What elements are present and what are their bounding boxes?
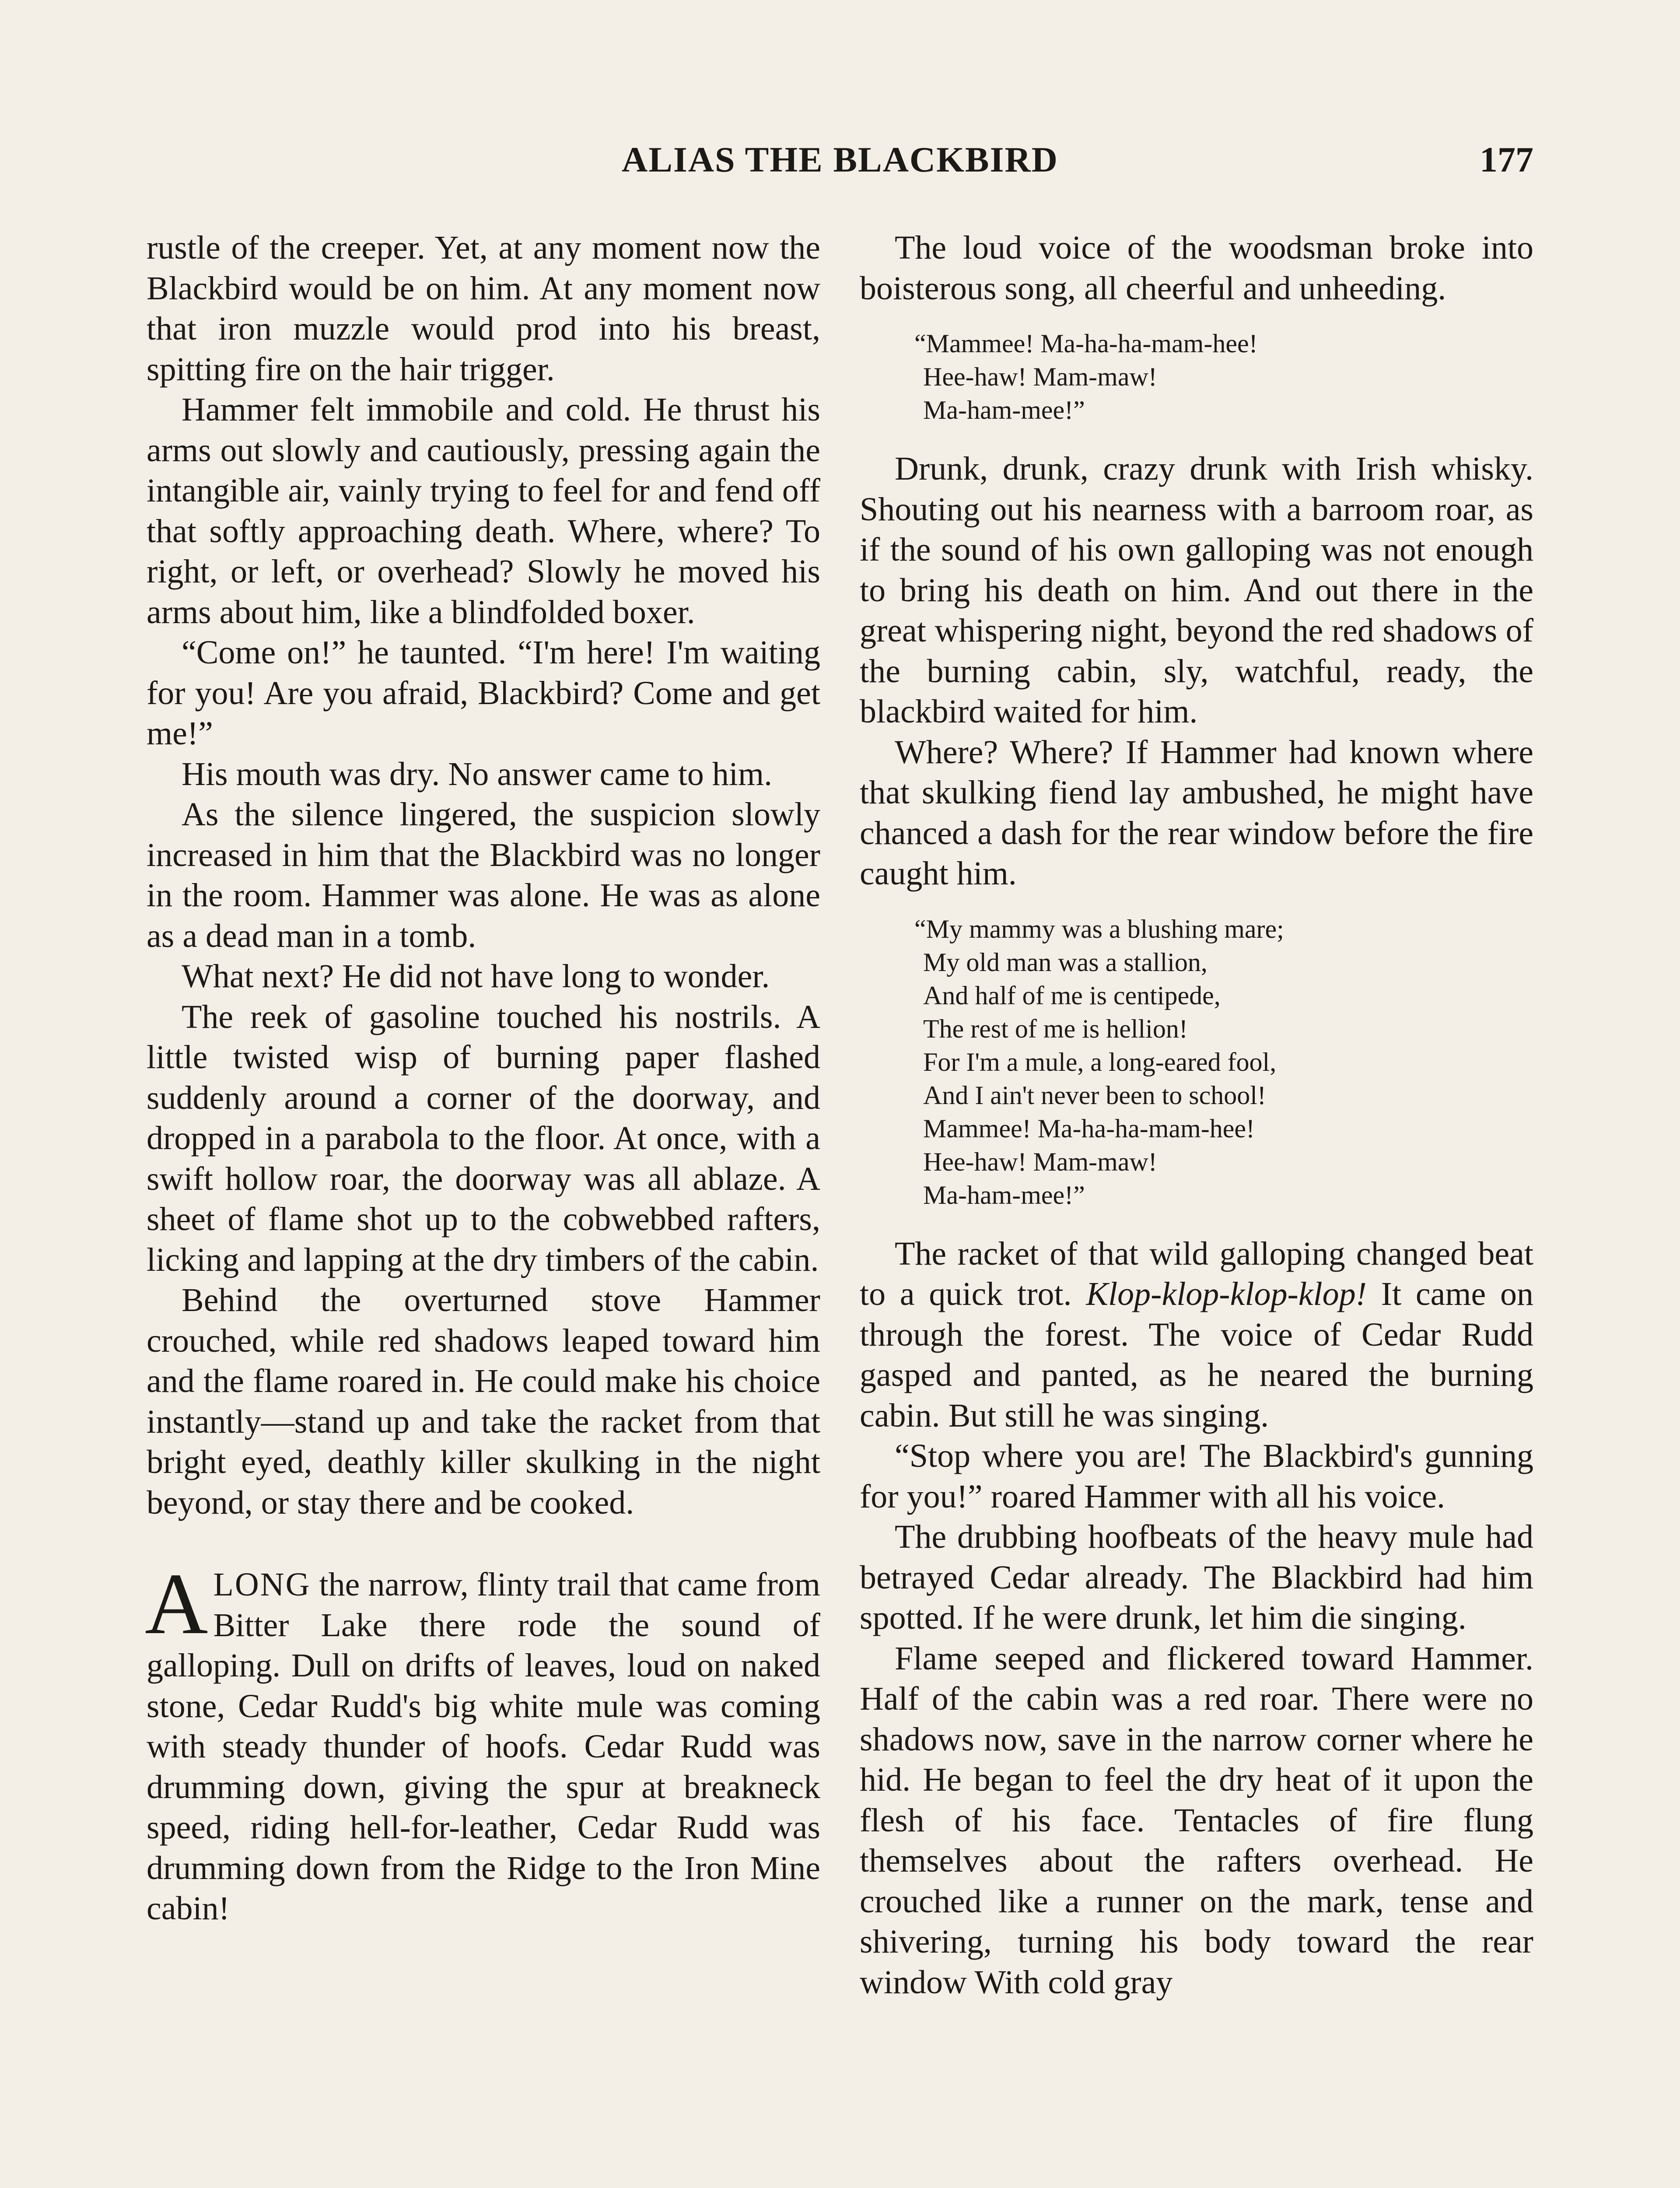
paragraph: Hammer felt immobile and cold. He thrust his arms out slowly and cautiously, pressing again the intangible air, vainly trying to feel for and fend off that softly approaching death. Where, where? To right, or left, or overhead? Slowly he moved his arms about him, like a blindfolded boxer. [147,391,820,631]
section-break [147,1523,820,1564]
verse-line: Ma-ham-mee!” [923,1180,1085,1210]
paragraph: The drubbing hoofbeats of the heavy mule had betrayed Cedar already. The Blackbird had him spotted. If he were drunk, let him die singing. [860,1518,1533,1636]
paragraph: Drunk, drunk, crazy drunk with Irish whisky. Shouting out his nearness with a barroom roar, as if the sound of his own galloping was not enough to bring his death on him. And out there in the great whispering night, beyond the red shadows of the burning cabin, sly, watchful, ready, the blackbird waited for him. [860,450,1533,730]
paragraph: The loud voice of the woodsman broke into boisterous song, all cheerful and unheeding. [860,229,1533,307]
song-verse-2 [860,912,1533,1212]
running-title: ALIAS THE BLACKBIRD [622,140,1058,179]
verse-line: And I ain't never been to school! [923,1080,1266,1110]
paragraph: “Come on!” he taunted. “I'm here! I'm waiting for you! Are you afraid, Blackbird? Come and get me!” [147,634,820,752]
lead-word: LONG [213,1566,311,1603]
paragraph: His mouth was dry. No answer came to him. [182,755,773,792]
page-number: 177 [1480,140,1533,179]
paragraph-text: The racket of that wild galloping changed beat to a quick trot. [860,1235,1533,1312]
paragraph-text: It came on through the forest. The voice of Cedar Rudd gasped and panted, as he neared the burning cabin. But still he was singing. [860,1276,1533,1434]
verse-line: The rest of me is hellion! [923,1014,1188,1043]
paragraph: Flame seeped and flickered toward Hammer. Half of the cabin was a red roar. There were no shadows now, save in the narrow corner where he hid. He began to feel the dry heat of it upon the flesh of his face. Tentacles of fire flung themselves about the rafters overhead. He crouched like a runner on the mark, tense and shivering, turning his body toward the rear window With cold gray [860,1640,1533,2001]
left-column [147,228,820,1929]
drop-cap: A [145,1556,208,1652]
paragraph [860,1234,1533,1436]
verse-line: My old man was a stallion, [923,947,1208,977]
paragraph: rustle of the creeper. Yet, at any moment now the Blackbird would be on him. At any moment now that iron muzzle would prod into his breast, spitting fire on the hair trigger. [147,229,820,388]
verse-line: Mammee! Ma-ha-ha-mam-hee! [923,1114,1255,1143]
verse-line: “Mammee! Ma-ha-ha-mam-hee! [914,329,1258,358]
paragraph: The reek of gasoline touched his nostrils. A little twisted wisp of burning paper flashed suddenly around a corner of the doorway, and dropped in a parabola to the floor. At once, with a swift hollow roar, the doorway was all ablaze. A sheet of flame shot up to the cobwebbed rafters, licking and lapping at the dry timbers of the cabin. [147,998,820,1278]
italic-sound-effect: Klop-klop-klop-klop! [1086,1276,1367,1312]
paragraph: Where? Where? If Hammer had known where that skulking fiend lay ambushed, he might have chanced a dash for the rear window before the fire caught him. [860,733,1533,892]
paragraph: What next? He did not have long to wonder. [182,958,770,995]
verse-line: Ma-ham-mee!” [923,396,1085,424]
verse-line: And half of me is centipede, [923,981,1221,1010]
right-column [860,228,1533,2002]
verse-line: Hee-haw! Mam-maw! [923,1147,1157,1176]
song-verse-1 [860,327,1533,427]
paragraph: Behind the overturned stove Hammer crouched, while red shadows leaped toward him and the flame roared in. He could make his choice instantly—stand up and take the racket from that bright eyed, deathly killer skulking in the night beyond, or stay there and be cooked. [147,1282,820,1521]
verse-line: “My mammy was a blushing mare; [914,914,1284,943]
paragraph-text: the narrow, flinty trail that came from Bitter Lake there rode the sound of galloping. Dull on drifts of leaves, loud on naked stone, Cedar Rudd's big white mule was coming with steady thunder of hoofs. Cedar Rudd was drumming down, giving the spur at breakneck speed, riding hell-for-leather, Cedar Rudd was drumming down from the Ridge to the Iron Mine cabin! [147,1566,820,1927]
verse-line: Hee-haw! Mam-maw! [923,362,1157,391]
paragraph: “Stop where you are! The Blackbird's gunning for you!” roared Hammer with all his voice. [860,1438,1533,1515]
page-header [147,139,1533,187]
section-opening-paragraph [145,1556,820,1929]
paragraph: As the silence lingered, the suspicion slowly increased in him that the Blackbird was no longer in the room. Hammer was alone. He was as alone as a dead man in a tomb. [147,796,820,954]
verse-line: For I'm a mule, a long-eared fool, [923,1047,1277,1076]
